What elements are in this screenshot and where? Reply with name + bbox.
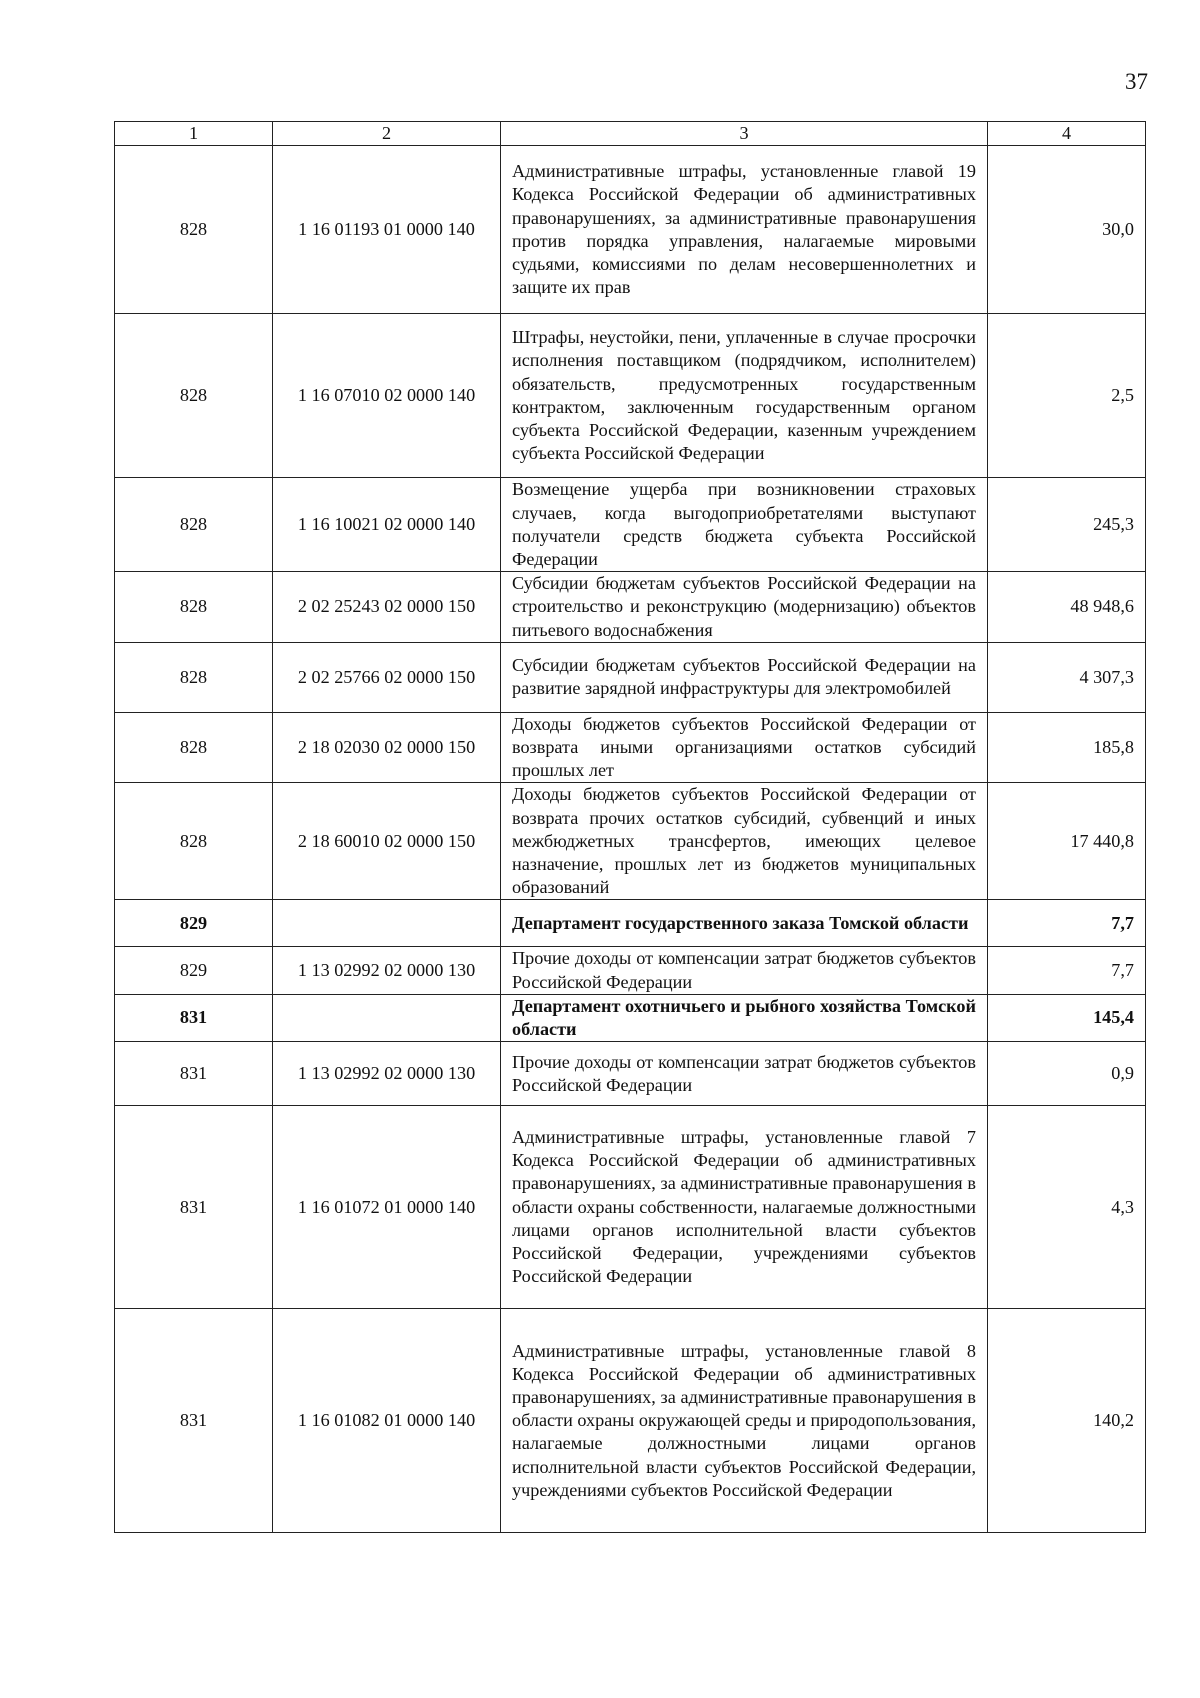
revenue-name-cell: Возмещение ущерба при возникновении страховых случаев, когда выгодоприобретателями выступают получатели средств бюджета субъекта Российской Федерации: [501, 478, 988, 572]
table-row: [115, 572, 1146, 643]
admin-code-cell: 828: [115, 712, 273, 783]
budget-code-cell: 1 16 01193 01 0000 140: [273, 146, 501, 314]
admin-code-cell: 828: [115, 642, 273, 712]
budget-code-cell: 2 02 25243 02 0000 150: [273, 572, 501, 643]
revenue-name-cell: Штрафы, неустойки, пени, уплаченные в случае просрочки исполнения поставщиком (подрядчиком, исполнителем) обязательств, предусмотренных государственным контрактом, заключенным государственным органом субъекта Российской Федерации, казенным учреждением субъекта Российской Федерации: [501, 314, 988, 478]
admin-code-cell: 828: [115, 478, 273, 572]
admin-code-cell: 831: [115, 1042, 273, 1106]
amount-cell: 4 307,3: [988, 642, 1146, 712]
budget-code-cell: 2 02 25766 02 0000 150: [273, 642, 501, 712]
budget-code-cell: 1 13 02992 02 0000 130: [273, 947, 501, 994]
amount-cell: 48 948,6: [988, 572, 1146, 643]
page-number: 37: [1125, 69, 1148, 94]
budget-code-cell: 1 13 02992 02 0000 130: [273, 1042, 501, 1106]
department-name-cell: Департамент государственного заказа Томской области: [501, 900, 988, 947]
revenue-table: [114, 121, 1146, 1533]
table-row: [115, 146, 1146, 314]
table-row: [115, 478, 1146, 572]
table-row: [115, 947, 1146, 994]
department-total-cell: 7,7: [988, 900, 1146, 947]
revenue-name-cell: Субсидии бюджетам субъектов Российской Федерации на развитие зарядной инфраструктуры для электромобилей: [501, 642, 988, 712]
amount-cell: 30,0: [988, 146, 1146, 314]
budget-code-cell: 2 18 60010 02 0000 150: [273, 783, 501, 900]
department-row: [115, 994, 1146, 1041]
budget-code-cell: 1 16 10021 02 0000 140: [273, 478, 501, 572]
admin-code-cell: 829: [115, 947, 273, 994]
admin-code-cell: 828: [115, 146, 273, 314]
column-header-4: 4: [988, 122, 1146, 146]
revenue-name-cell: Административные штрафы, установленные главой 8 Кодекса Российской Федерации об административных правонарушениях, за административные правонарушения в области охраны окружающей среды и природопользования, налагаемые должностными лицами органов исполнительной власти субъектов Российской Федерации, учреждениями субъектов Российской Федерации: [501, 1309, 988, 1533]
department-row: [115, 900, 1146, 947]
budget-code-cell: 1 16 07010 02 0000 140: [273, 314, 501, 478]
column-header-2: 2: [273, 122, 501, 146]
revenue-name-cell: Прочие доходы от компенсации затрат бюджетов субъектов Российской Федерации: [501, 947, 988, 994]
amount-cell: 2,5: [988, 314, 1146, 478]
admin-code-cell: 828: [115, 783, 273, 900]
revenue-name-cell: Административные штрафы, установленные главой 7 Кодекса Российской Федерации об административных правонарушениях, за административные правонарушения в области охраны собственности, налагаемые должностными лицами органов исполнительной власти субъектов Российской Федерации, учреждениями субъектов Российской Федерации: [501, 1106, 988, 1309]
amount-cell: 140,2: [988, 1309, 1146, 1533]
admin-code-cell: 831: [115, 994, 273, 1041]
table-header-row: [115, 122, 1146, 146]
admin-code-cell: 828: [115, 314, 273, 478]
budget-code-cell: 1 16 01082 01 0000 140: [273, 1309, 501, 1533]
column-header-1: 1: [115, 122, 273, 146]
revenue-name-cell: Субсидии бюджетам субъектов Российской Федерации на строительство и реконструкцию (модернизацию) объектов питьевого водоснабжения: [501, 572, 988, 643]
revenue-name-cell: Прочие доходы от компенсации затрат бюджетов субъектов Российской Федерации: [501, 1042, 988, 1106]
table-row: [115, 642, 1146, 712]
table-row: [115, 783, 1146, 900]
admin-code-cell: 829: [115, 900, 273, 947]
table-row: [115, 314, 1146, 478]
department-name-cell: Департамент охотничьего и рыбного хозяйства Томской области: [501, 994, 988, 1041]
budget-code-cell: 1 16 01072 01 0000 140: [273, 1106, 501, 1309]
table-row: [115, 1042, 1146, 1106]
budget-code-cell: 2 18 02030 02 0000 150: [273, 712, 501, 783]
amount-cell: 17 440,8: [988, 783, 1146, 900]
amount-cell: 185,8: [988, 712, 1146, 783]
amount-cell: 7,7: [988, 947, 1146, 994]
table-row: [115, 712, 1146, 783]
admin-code-cell: 831: [115, 1309, 273, 1533]
department-total-cell: 145,4: [988, 994, 1146, 1041]
amount-cell: 245,3: [988, 478, 1146, 572]
amount-cell: 4,3: [988, 1106, 1146, 1309]
revenue-name-cell: Административные штрафы, установленные главой 19 Кодекса Российской Федерации об административных правонарушениях, за административные правонарушения против порядка управления, налагаемые мировыми судьями, комиссиями по делам несовершеннолетних и защите их прав: [501, 146, 988, 314]
budget-code-cell: [273, 994, 501, 1041]
admin-code-cell: 828: [115, 572, 273, 643]
revenue-name-cell: Доходы бюджетов субъектов Российской Федерации от возврата прочих остатков субсидий, субвенций и иных межбюджетных трансфертов, имеющих целевое назначение, прошлых лет из бюджетов муниципальных образований: [501, 783, 988, 900]
column-header-3: 3: [501, 122, 988, 146]
budget-code-cell: [273, 900, 501, 947]
amount-cell: 0,9: [988, 1042, 1146, 1106]
revenue-name-cell: Доходы бюджетов субъектов Российской Федерации от возврата иными организациями остатков субсидий прошлых лет: [501, 712, 988, 783]
admin-code-cell: 831: [115, 1106, 273, 1309]
table-row: [115, 1309, 1146, 1533]
table-row: [115, 1106, 1146, 1309]
